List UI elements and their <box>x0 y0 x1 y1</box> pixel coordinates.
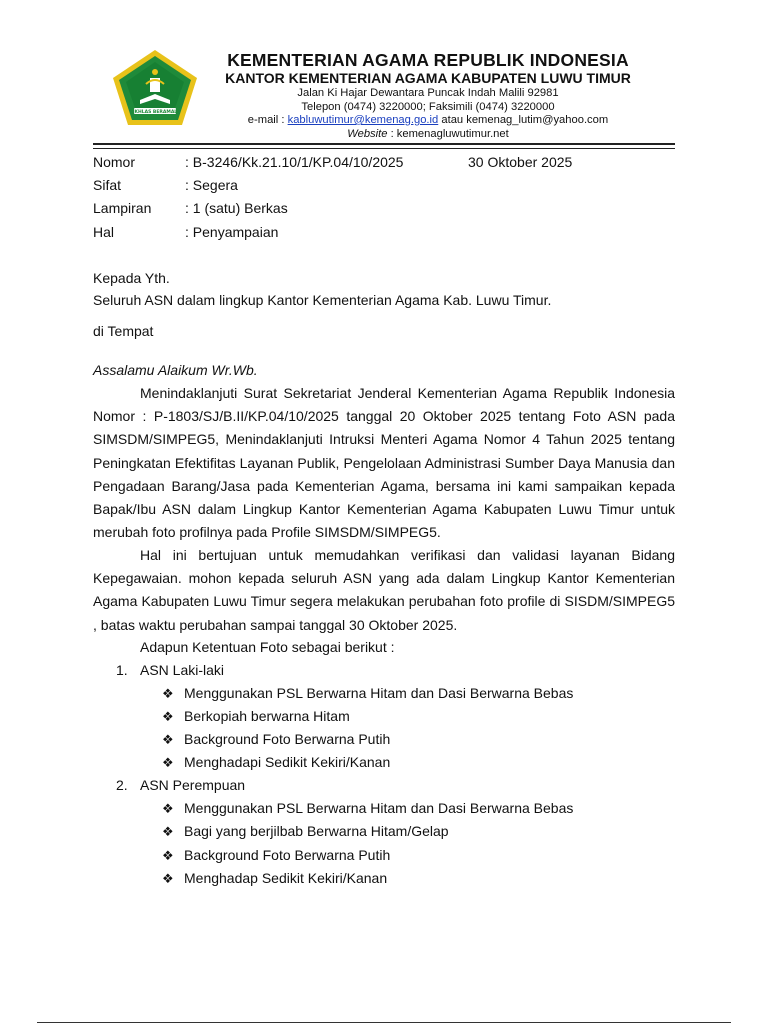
email-label: e-mail : <box>247 114 288 126</box>
letter-date: 30 Oktober 2025 <box>468 154 573 170</box>
sifat-value: : Segera <box>185 177 238 193</box>
sifat-label: Sifat <box>93 177 122 193</box>
nomor-label: Nomor <box>93 154 136 170</box>
website-value: : kemenagluwutimur.net <box>387 127 509 140</box>
office-phone: Telepon (0474) 3220000; Faksimili (0474) 3220000 <box>301 100 555 113</box>
list-item-text: Background Foto Berwarna Putih <box>184 731 391 747</box>
office-title: KANTOR KEMENTERIAN AGAMA KABUPATEN LUWU TIMUR <box>225 70 631 86</box>
body-paragraph-2: Hal ini bertujuan untuk memudahkan verifikasi dan validasi layanan Bidang Kepegawaian. mohon kepada seluruh ASN yang ada dalam Lingkup Kantor Kementerian Agama Kabupaten Luwu Timur segera melakukan perubahan foto profile di SISDM/SIMPEG5 , batas waktu perubahan sampai tanggal 30 Oktober 2025. <box>93 547 675 633</box>
hal-label: Hal <box>93 224 115 240</box>
hal-value: : Penyampaian <box>185 224 279 240</box>
office-address: Jalan Ki Hajar Dewantara Puncak Indah Malili 92981 <box>297 87 559 99</box>
nomor-value: : B-3246/Kk.21.10/1/KP.04/10/2025 <box>185 154 404 170</box>
website-label: Website <box>347 127 388 140</box>
header-rule-thin <box>93 148 675 149</box>
salutation: Assalamu Alaikum Wr.Wb. <box>93 362 258 378</box>
office-email <box>210 114 646 128</box>
section-2-number: 2. <box>116 777 128 793</box>
body-paragraph-1: Menindaklanjuti Surat Sekretariat Jenderal Kementerian Agama Republik Indonesia Nomor : P-1803/SJ/B.II/KP.04/10/2025 tanggal 20 Oktober 2025 tentang Foto ASN pada SIMSDM/SIMPEG5, Menindaklanjuti Intruksi Menteri Agama Nomor 4 Tahun 2025 tentang Peningkatan Efektifitas Layanan Publik, Pengelolaan Administrasi Sumber Daya Manusia dan Pengadaan Barang/Jasa pada Kementerian Agama, bersama ini kami sampaikan kepada Bapak/Ibu ASN dalam Lingkup Kantor Kementerian Agama Kabupaten Luwu Timur untuk merubah foto profilnya pada Profile SIMSDM/SIMPEG5. <box>93 385 675 541</box>
list-item <box>162 708 350 725</box>
office-website <box>210 128 646 142</box>
logo-motto: IKHLAS BERAMAL <box>132 110 178 115</box>
section-1-number: 1. <box>116 662 128 678</box>
ministry-logo <box>110 48 200 128</box>
ketentuan-intro: Adapun Ketentuan Foto sebagai berikut : <box>140 639 395 655</box>
recipient-kepada: Kepada Yth. <box>93 270 170 286</box>
lampiran-value: : 1 (satu) Berkas <box>185 200 288 216</box>
list-item <box>162 731 390 748</box>
diamond-bullet-icon: ❖ <box>162 709 174 724</box>
list-item-text: Menghadap Sedikit Kekiri/Kanan <box>184 870 388 886</box>
letterhead <box>210 50 646 141</box>
page-bottom-rule <box>37 1022 731 1023</box>
email-link[interactable]: kabluwutimur@kemenag.go.id <box>287 114 439 126</box>
list-item-text: Bagi yang berjilbab Berwarna Hitam/Gelap <box>184 823 449 839</box>
list-item-text: Background Foto Berwarna Putih <box>184 847 391 863</box>
list-item-text: Menggunakan PSL Berwarna Hitam dan Dasi Berwarna Bebas <box>184 685 574 701</box>
diamond-bullet-icon: ❖ <box>162 755 174 770</box>
list-item <box>162 847 390 864</box>
diamond-bullet-icon: ❖ <box>162 824 174 839</box>
list-item <box>162 685 573 702</box>
recipient-tempat: di Tempat <box>93 323 154 339</box>
diamond-bullet-icon: ❖ <box>162 871 174 886</box>
list-item <box>162 754 390 771</box>
header-rule-thick <box>93 143 675 145</box>
list-item <box>162 800 573 817</box>
section-1-title: ASN Laki-laki <box>140 662 225 678</box>
ministry-title: KEMENTERIAN AGAMA REPUBLIK INDONESIA <box>227 50 629 70</box>
list-item-text: Menghadapi Sedikit Kekiri/Kanan <box>184 754 391 770</box>
list-item-text: Berkopiah berwarna Hitam <box>184 708 350 724</box>
recipient-seluruh: Seluruh ASN dalam lingkup Kantor Kementerian Agama Kab. Luwu Timur. <box>93 292 552 308</box>
diamond-bullet-icon: ❖ <box>162 686 174 701</box>
section-2-title: ASN Perempuan <box>140 777 246 793</box>
diamond-bullet-icon: ❖ <box>162 848 174 863</box>
lampiran-label: Lampiran <box>93 200 152 216</box>
diamond-bullet-icon: ❖ <box>162 732 174 747</box>
email-alt: atau kemenag_lutim@yahoo.com <box>438 114 609 126</box>
list-item <box>162 870 387 887</box>
list-item <box>162 823 449 840</box>
diamond-bullet-icon: ❖ <box>162 801 174 816</box>
list-item-text: Menggunakan PSL Berwarna Hitam dan Dasi Berwarna Bebas <box>184 800 574 816</box>
